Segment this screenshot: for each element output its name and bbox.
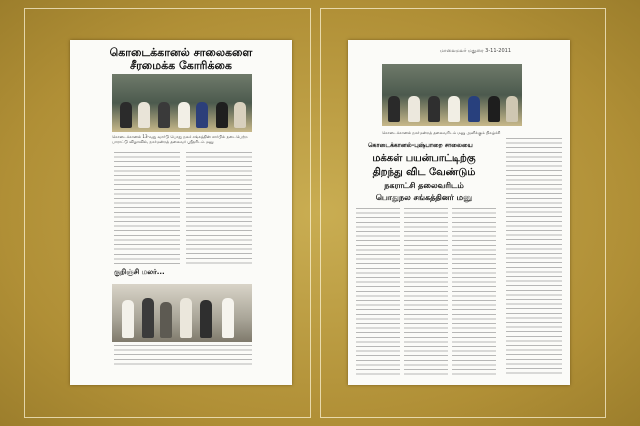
person-figure [160,302,172,338]
clip1-photo-2 [112,284,252,342]
person-figure [200,300,212,338]
person-figure [178,102,190,128]
person-figure [448,96,460,122]
clip2-text-column-2 [404,208,448,376]
clip1-photo-caption: கொடைக்கானல் 13-வது வார்டு பொது நலச் சங்கத்தின் சார்பில் நடைபெற்ற பாராட்டு விழாவில், நகர்மன்றத் தலைவர் ஸ்ரீதரிடம் மனு [112,134,248,144]
clip1-text-column-1b [114,254,180,264]
clip1-headline-line1: கொடைக்கானல் சாலைகளை [109,46,253,59]
newspaper-clipping-1[interactable] [70,40,292,385]
clip2-headline-line3: நகராட்சி தலைவரிடம் [384,181,464,190]
clip1-text-column-1 [114,152,180,252]
person-figure [158,102,170,128]
clip2-text-column-3 [452,208,496,376]
clip1-headline [70,46,292,72]
clip1-photo2-caption-lines [114,345,252,367]
clip2-headline [348,152,500,204]
person-figure [234,102,246,128]
person-figure [468,96,480,122]
person-figure [142,298,154,338]
clip1-photo [112,74,252,132]
clip2-dateline: மாலைமலர் மதுரை 3-11-2011 [440,48,512,54]
person-figure [388,96,400,122]
person-figure [222,298,234,338]
newspaper-clipping-2[interactable] [348,40,570,385]
clip2-photo-caption: கொடைக்கானல் நகர்மன்றத் தலைவரிடம் மனு அளிக்கும் நிகழ்ச்சி [382,130,501,135]
person-figure [122,300,134,338]
clip2-headline-line2: திறந்து விட வேண்டும் [372,167,476,178]
person-figure [408,96,420,122]
person-figure [428,96,440,122]
clip1-headline-line2: சீரமைக்க கோரிக்கை [130,59,232,72]
person-figure [216,102,228,128]
person-figure [138,102,150,128]
person-figure [488,96,500,122]
clip2-headline-line4: பொதுநல சங்கத்தினர் மனு [375,193,473,202]
person-figure [120,102,132,128]
clip2-text-column-4 [506,138,562,376]
person-figure [506,96,518,122]
clip2-text-column-1 [356,208,400,376]
clip1-subheading: குறிஞ்சி மலர்... [114,268,165,276]
clip1-text-column-2 [186,152,252,264]
clip2-kicker: கொடைக்கானல்-புஷ்பாறை சாலையை [368,142,473,149]
person-figure [180,298,192,338]
clip2-headline-line1: மக்கள் பயன்பாட்டிற்கு [372,153,476,164]
clip2-photo [382,64,522,126]
person-figure [196,102,208,128]
